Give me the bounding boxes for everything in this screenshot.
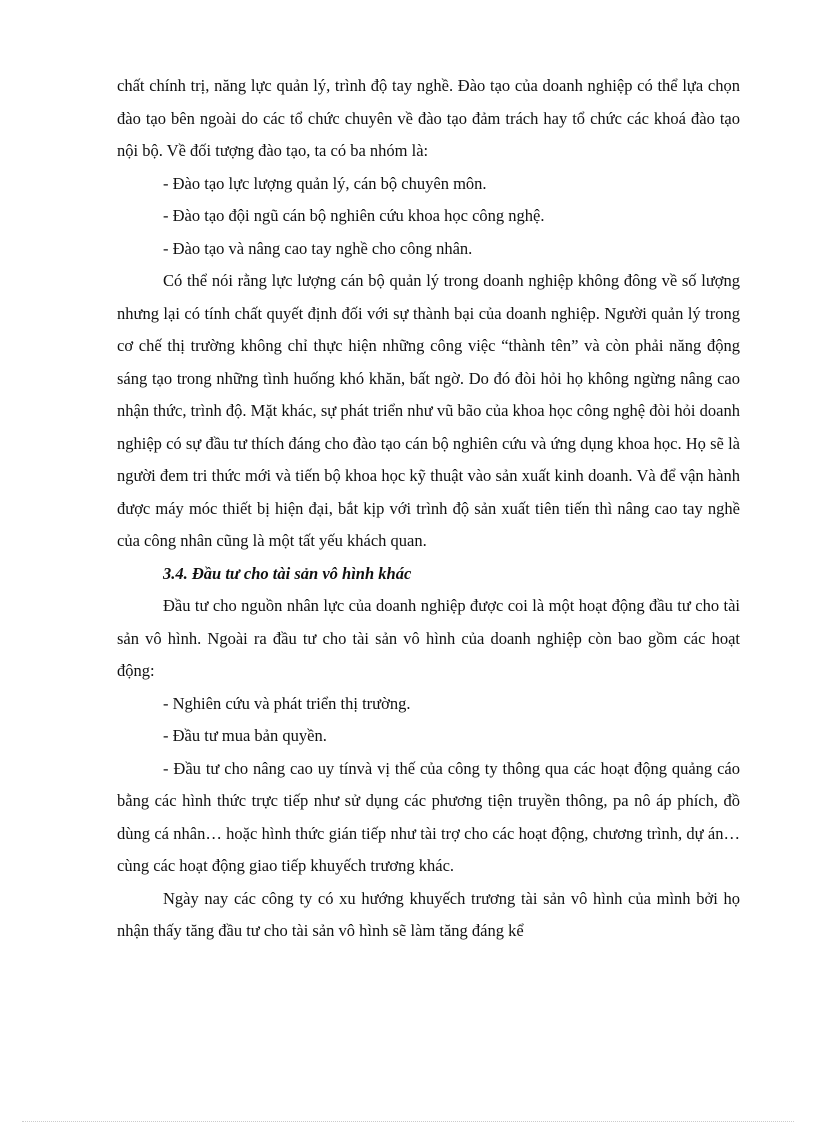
list-item-worker-training: - Đào tạo và nâng cao tay nghề cho công nhân. [163,238,473,258]
page-bottom-divider [22,1121,794,1122]
paragraph-current-trend: Ngày nay các công ty có xu hướng khuyếch trương tài sản vô hình của mình bởi họ nhận thấy tăng đầu tư cho tài sản vô hình sẽ làm tăng đáng kể [117,888,740,940]
list-item-management-training: - Đào tạo lực lượng quản lý, cán bộ chuyên môn. [163,173,487,193]
list-item-reputation: - Đầu tư cho nâng cao uy tínvà vị thế của công ty thông qua các hoạt động quảng cáo bằng các hình thức trực tiếp như sử dụng các phương tiện truyền thông, pa nô áp phích, đồ dùng cá nhân… hoặc hình thức gián tiếp như tài trợ cho các hoạt động, chương trình, dự án… cùng các hoạt động giao tiếp khuyếch trương khác. [117,758,740,875]
document-page [117,70,740,948]
list-item-research-staff-training: - Đào tạo đội ngũ cán bộ nghiên cứu khoa học công nghệ. [163,206,545,225]
paragraph-training-intro: chất chính trị, năng lực quản lý, trình độ tay nghề. Đào tạo của doanh nghiệp có thể lựa chọn đào tạo bên ngoài do các tổ chức chuyên về đào tạo đảm trách hay tổ chức các khoá đào tạo nội bộ. Về đối tượng đào tạo, ta có ba nhóm là: [117,76,740,160]
paragraph-intangible-investment: Đầu tư cho nguồn nhân lực của doanh nghiệp được coi là một hoạt động đầu tư cho tài sản vô hình. Ngoài ra đầu tư cho tài sản vô hình của doanh nghiệp còn bao gồm các hoạt động: [117,596,740,680]
list-item-copyright: - Đầu tư mua bản quyền. [163,726,327,745]
paragraph-management-importance: Có thể nói rằng lực lượng cán bộ quản lý trong doanh nghiệp không đông về số lượng nhưng lại có tính chất quyết định đối với sự thành bại của doanh nghiệp. Người quản lý trong cơ chế thị trường không chỉ thực hiện những công việc “thành tên” và còn phải năng động sáng tạo trong những tình huống khó khăn, bất ngờ. Do đó đòi hỏi họ không ngừng nâng cao nhận thức, trình độ. Mặt khác, sự phát triển như vũ bão của khoa học công nghệ đòi hỏi doanh nghiệp có sự đầu tư thích đáng cho đào tạo cán bộ nghiên cứu và ứng dụng khoa học. Họ sẽ là người đem tri thức mới và tiến bộ khoa học kỹ thuật vào sản xuất kinh doanh. Và để vận hành được máy móc thiết bị hiện đại, bắt kịp với trình độ sản xuất tiên tiến thì nâng cao tay nghề của công nhân cũng là một tất yếu khách quan. [117,271,740,550]
list-item-market-research: - Nghiên cứu và phát triển thị trường. [163,693,411,713]
section-heading-intangible-assets: 3.4. Đầu tư cho tài sản vô hình khác [163,563,412,583]
